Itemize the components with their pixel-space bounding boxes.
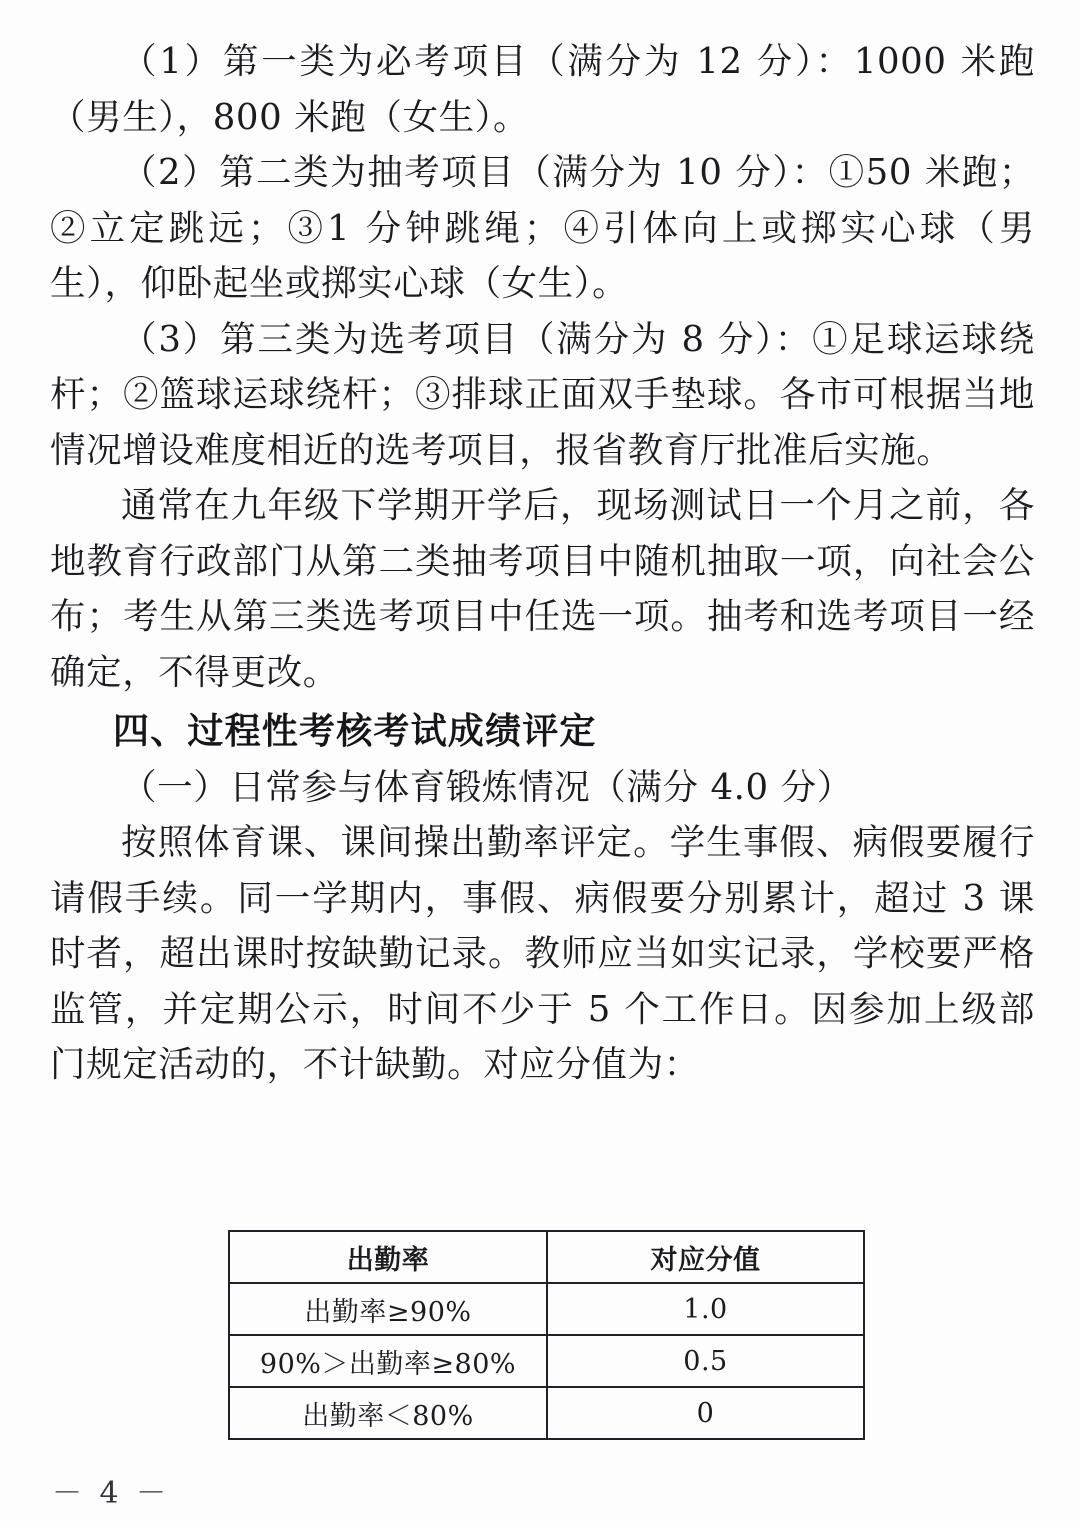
paragraph-attendance-rules: 按照体育课、课间操出勤率评定。学生事假、病假要履行请假手续。同一学期内，事假、病假要分别累计，超过 3 课时者，超出课时按缺勤记录。教师应当如实记录，学校要严格监管，并定期公示，时间不少于 5 个工作日。因参加上级部门规定活动的，不计缺勤。对应分值为： (50, 822, 1035, 1085)
paragraph-item-1: （1）第一类为必考项目（满分为 12 分）：1000 米跑（男生），800 米跑（女生）。 (50, 41, 1035, 138)
table-cell-condition: 90%＞出勤率≥80% (229, 1335, 547, 1387)
attendance-score-table (228, 1230, 865, 1440)
section-heading: 四、过程性考核考试成绩评定 (113, 711, 597, 752)
table-row (229, 1335, 864, 1387)
paragraph-item-2: （2）第二类为抽考项目（满分为 10 分）：①50 米跑；②立定跳远；③1 分钟跳绳；④引体向上或掷实心球（男生），仰卧起坐或掷实心球（女生）。 (50, 152, 1035, 304)
document-body (50, 34, 1035, 1093)
paragraph-item-3: （3）第三类为选考项目（满分为 8 分）：①足球运球绕杆；②篮球运球绕杆；③排球正面双手垫球。各市可根据当地情况增设难度相近的选考项目，报省教育厅批准后实施。 (50, 318, 1035, 471)
table-header-row (229, 1231, 864, 1283)
page-number-footer: － 4 － (52, 1476, 171, 1511)
table-cell-score: 0 (547, 1387, 864, 1439)
table-header-attendance-rate: 出勤率 (229, 1231, 547, 1283)
table-cell-condition: 出勤率≥90% (229, 1283, 547, 1335)
table-cell-score: 1.0 (547, 1283, 864, 1335)
paragraph-general-rule: 通常在九年级下学期开学后，现场测试日一个月之前，各地教育行政部门从第二类抽考项目中随机抽取一项，向社会公布；考生从第三类选考项目中任选一项。抽考和选考项目一经确定，不得更改。 (50, 485, 1035, 693)
subsection-heading: （一）日常参与体育锻炼情况（满分 4.0 分） (121, 766, 853, 808)
table-row (229, 1387, 864, 1439)
table-row (229, 1283, 864, 1335)
table-cell-score: 0.5 (547, 1335, 864, 1387)
table-cell-condition: 出勤率＜80% (229, 1387, 547, 1439)
table-header-score: 对应分值 (547, 1231, 864, 1283)
